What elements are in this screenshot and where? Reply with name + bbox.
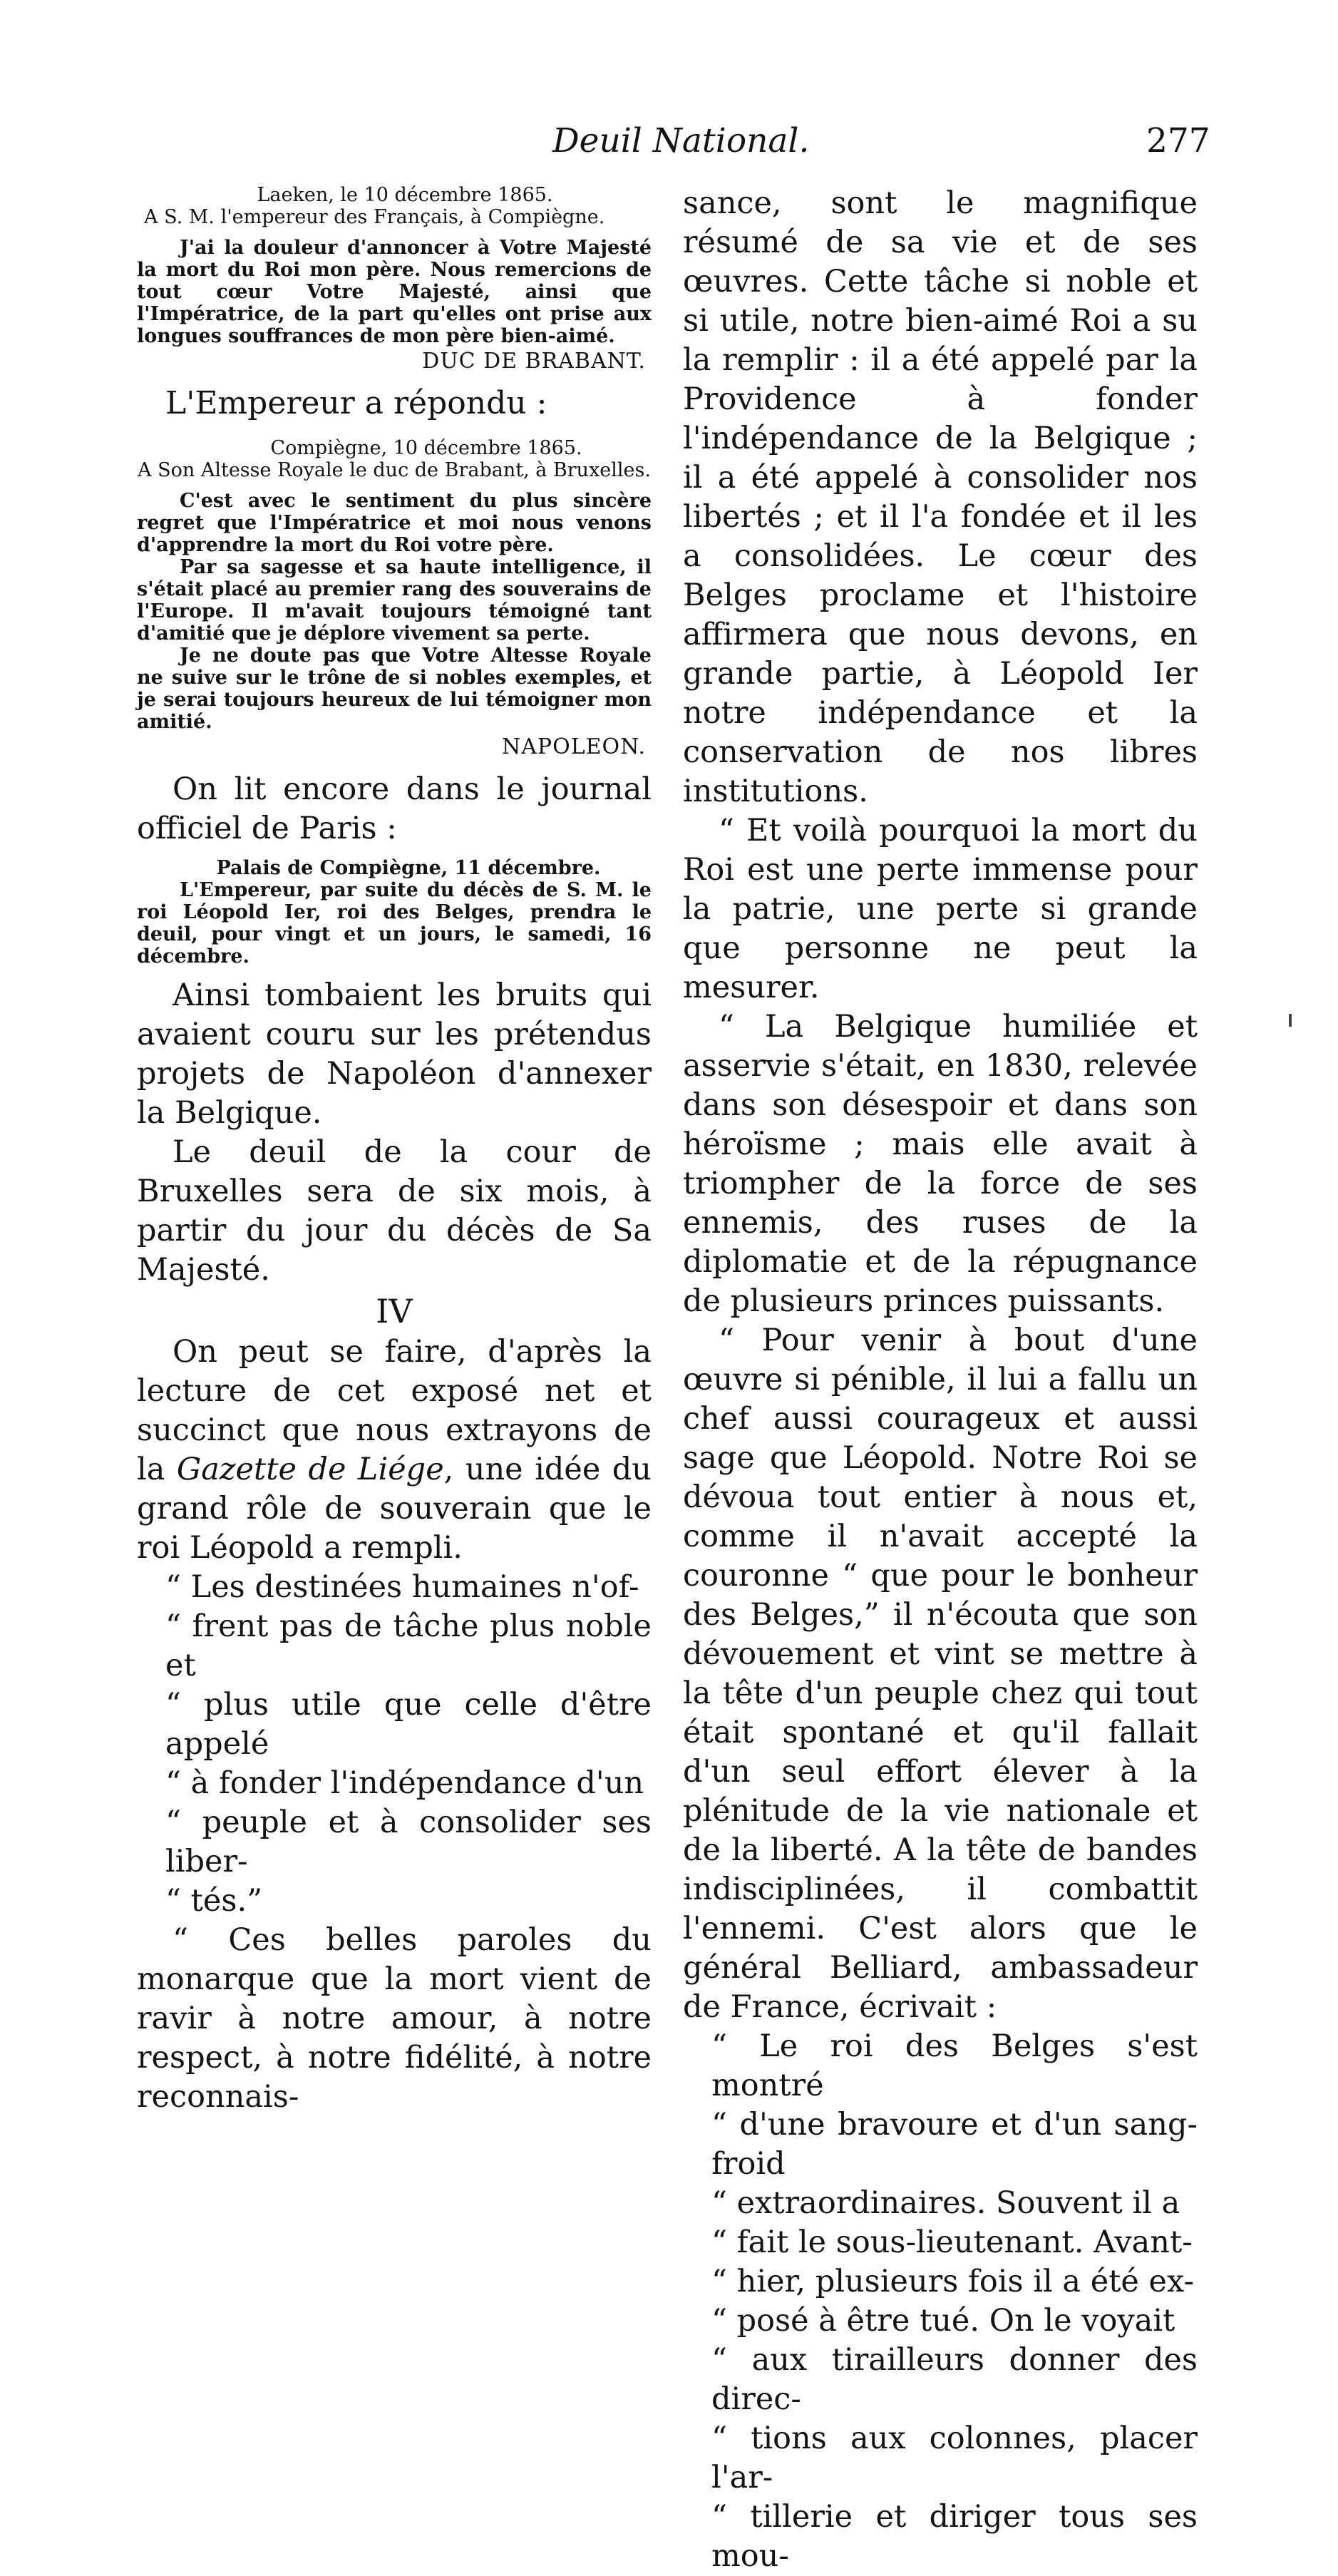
paragraph: sance, sont le magnifique résumé de sa vie et de ses œuvres. Cette tâche si noble et si utile, notre bien-aimé Roi a su la remplir : il a été appelé par la Providence à fonder l'indépendance de la Belgique ; il a été appelé à consolider nos libertés ; et il l'a fondée et il les a consolidées. Le cœur des Belges proclame et l'histoire affirmera que nous devons, en grande partie, à Léopold Ier notre indépendance et la conservation de nos libres institutions. [683,185,1198,809]
source-title: Gazette de Liége [176,1452,444,1487]
paragraph: Le deuil de la cour de Bruxelles sera de six mois, à partir du jour du décès de Sa Majesté. [137,1134,652,1288]
paragraph: “ Pour venir à bout d'une œuvre si pénible, il lui a fallu un chef aussi courageux et aussi sage que Léopold. Notre Roi se dévoua tout entier à nous et, comme il n'avait accepté la couronne “ que pour le bonheur des Belges,” il n'écouta que son dévouement et vint se mettre à la tête d'un peuple chez qui tout était spontané et qu'il fallait d'un seul effort élever à la plénitude de la vie nationale et de la liberté. A la tête de bandes indisciplinées, il combattit l'ennemi. C'est alors que le général Belliard, ambassadeur de France, écrivait : [683,1323,1198,2025]
text-run: On peut se faire, d'après la lecture de cet exposé net et succinct que nous extrayons de la [137,1334,652,1487]
running-title: Deuil National. [552,121,810,160]
quote-line: “ plus utile que celle d'être appelé [165,1687,652,1762]
letter-address: A S. M. l'empereur des Français, à Compiègne. [144,206,605,228]
quote-line: “ tillerie et diriger tous ses mou- [711,2499,1198,2574]
text-run: , une idée du grand rôle de souverain que le roi Léopold a rempli. [137,1452,652,1566]
quote-line: “ Les destinées humaines n'of- [165,1569,639,1605]
quote-line: “ posé à être tué. On le voyait [711,2303,1175,2339]
paragraph: “ Ces belles paroles du monarque que la mort vient de ravir à notre amour, à notre respect, à notre fidélité, à notre reconnais- [137,1922,652,2115]
quotation [683,2027,1198,2576]
paragraph: “ La Belgique humiliée et asservie s'était, en 1830, relevée dans son désespoir et dans son héroïsme ; mais elle avait à triompher de la force de ses ennemis, des ruses de la diplomatie et de la répugnance de plusieurs princes puissants. [683,1009,1198,1319]
notice-date: Palais de Compiègne, 11 décembre. [216,857,601,879]
quote-line: “ hier, plusieurs fois il a été ex- [711,2264,1195,2299]
quote-line: “ aux tirailleurs donner des direc- [711,2342,1198,2417]
letter-address: A Son Altesse Royale le duc de Brabant, à Bruxelles. [138,459,651,481]
right-column [683,184,1198,2576]
quote-line: “ extraordinaires. Souvent il a [711,2185,1180,2221]
letter-date: Compiègne, 10 décembre 1865. [270,437,582,459]
letter-body: J'ai la douleur d'annoncer à Votre Majesté la mort du Roi mon père. Nous remercions de tout cœur Votre Majesté, ainsi que l'Impératrice, de la part qu'elles ont prise aux longues souffrances de mon père bien-aimé. [137,237,652,347]
page-header [0,120,1338,163]
quote-line: “ tés.” [165,1883,263,1919]
quote-line: “ Le roi des Belges s'est montré [711,2028,1198,2103]
quote-line: “ tions aux colonnes, placer l'ar- [711,2421,1198,2495]
quote-line: “ fait le sous-lieutenant. Avant- [711,2225,1193,2260]
letter-signature: NAPOLEON. [502,734,646,759]
letter-date: Laeken, le 10 décembre 1865. [257,184,553,206]
letter-paragraph: C'est avec le sentiment du plus sincère regret que l'Impératrice et moi nous venons d'apprendre la mort du Roi votre père. [137,490,652,556]
letter-paragraph: Par sa sagesse et sa haute intelligence, il s'était placé au premier rang des souverains de l'Europe. Il m'avait toujours témoigné tant d'amitié que je déplore vivement sa perte. [137,556,652,645]
paragraph: “ Et voilà pourquoi la mort du Roi est une perte immense pour la patrie, une perte si grande que personne ne peut la mesurer. [683,813,1198,1005]
section-numeral: IV [376,1292,413,1330]
paragraph: Ainsi tombaient les bruits qui avaient couru sur les prétendus projets de Napoléon d'annexer la Belgique. [137,977,652,1131]
quote-line: “ d'une bravoure et d'un sang-froid [711,2107,1198,2182]
letter-paragraph: Je ne doute pas que Votre Altesse Royale ne suive sur le trône de si nobles exemples, et je serai toujours heureux de lui témoigner mon amitié. [137,645,652,733]
quote-line: “ peuple et à consolider ses liber- [165,1805,652,1879]
quote-line: “ à fonder l'indépendance d'un [165,1765,644,1801]
quote-line: “ frent pas de tâche plus noble et [165,1608,652,1683]
margin-mark [1289,1014,1292,1027]
quotation [137,1568,652,1921]
letter-signature: DUC DE BRABANT. [422,349,646,374]
page-number: 277 [1146,121,1210,160]
left-column [137,184,652,2117]
paragraph [137,1333,652,1568]
notice-body: L'Empereur, par suite du décès de S. M. le roi Léopold Ier, roi des Belges, prendra le deuil, pour vingt et un jours, le samedi, 16 décembre. [137,879,652,968]
journal-intro: On lit encore dans le journal officiel de Paris : [137,771,652,846]
reply-heading: L'Empereur a répondu : [165,385,547,421]
